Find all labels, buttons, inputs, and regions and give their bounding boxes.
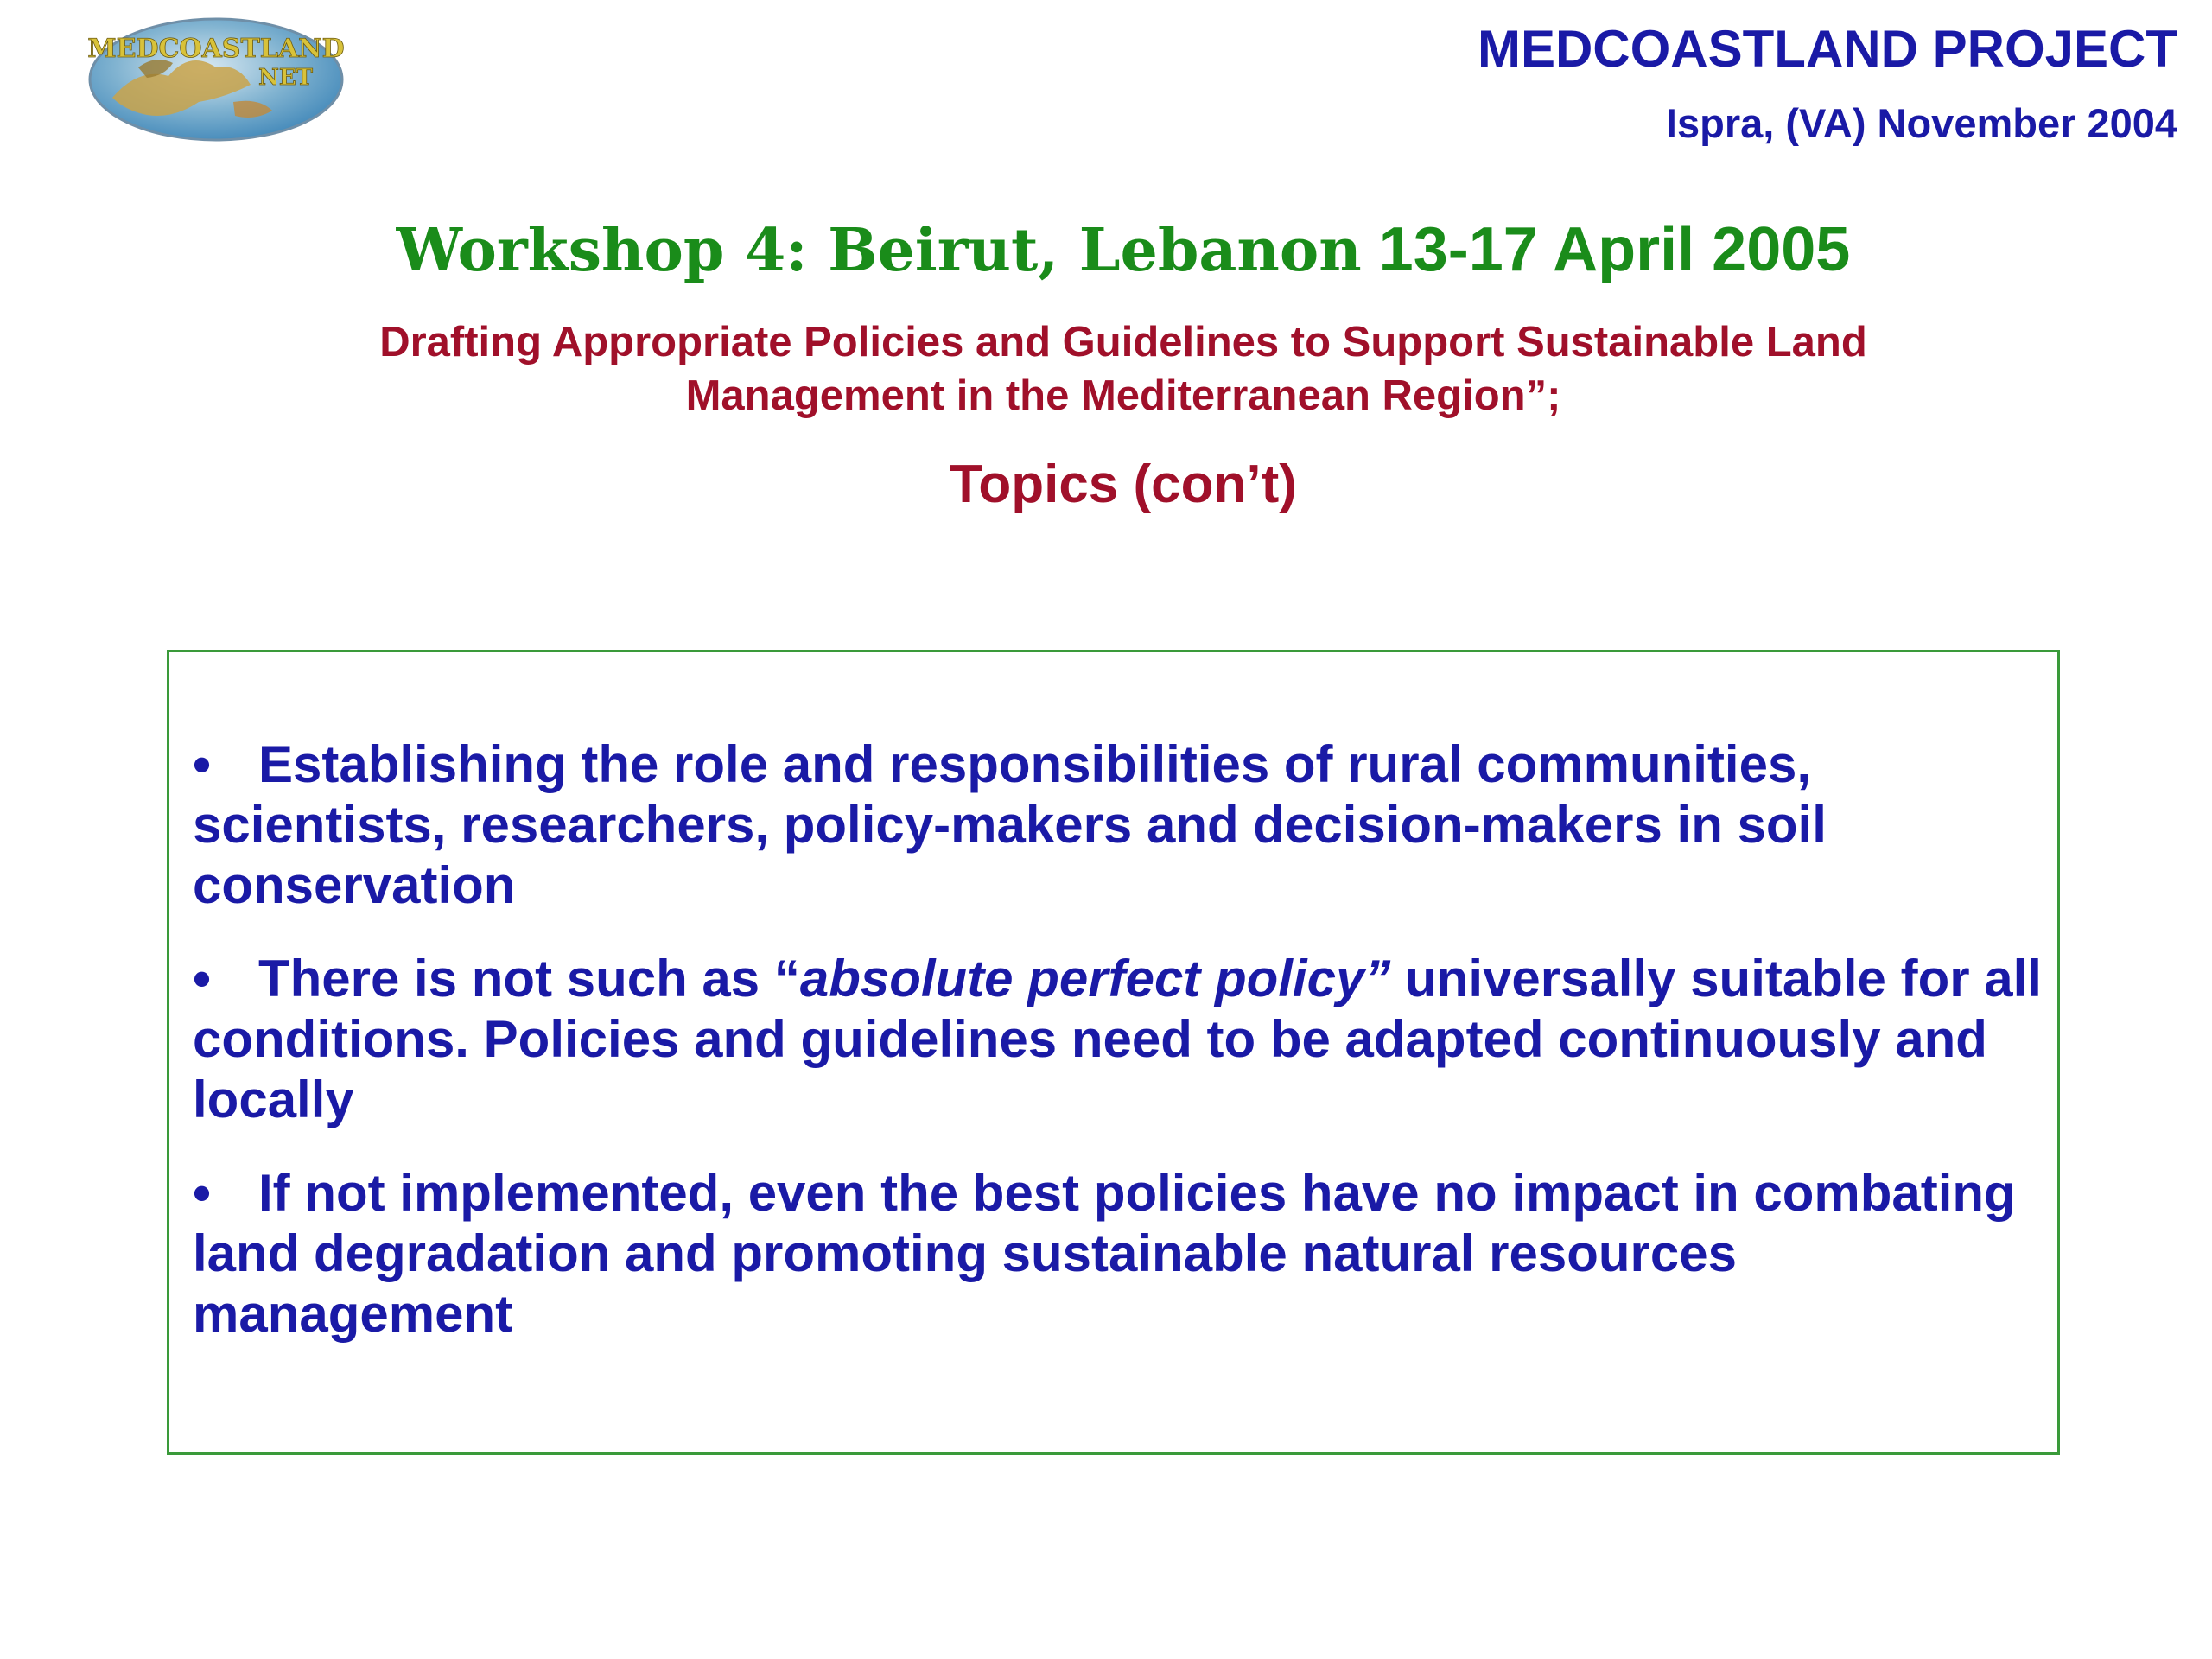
bullet-marker: • <box>193 1164 212 1222</box>
svg-text:MEDCOASTLAND: MEDCOASTLAND <box>87 34 345 64</box>
topics-heading: Topics (con’t) <box>950 454 1297 514</box>
bullet-text-emphasis: absolute perfect policy” <box>799 950 1391 1007</box>
bullet-item <box>193 734 2042 916</box>
workshop-title-dates: 13-17 April 2005 <box>1361 215 1851 284</box>
bullet-marker: • <box>193 950 212 1007</box>
project-location-date: Ispra, (VA) November 2004 <box>1665 100 2177 146</box>
workshop-subtitle <box>259 315 1987 423</box>
bullet-item <box>193 1163 2042 1344</box>
topics-box <box>167 650 2060 1455</box>
bullet-text-pre: There is not such as “ <box>258 950 800 1007</box>
subtitle-line-1: Drafting Appropriate Policies and Guidelines to Support Sustainable Land <box>379 319 1867 365</box>
medcoastland-net-logo <box>86 16 346 143</box>
workshop-title-prefix: Workshop 4: Beirut, Lebanon <box>396 216 1362 285</box>
bullet-text-post: universally suitable for all conditions. Policies and guidelines need to be adapted continuously and locally <box>193 950 2042 1128</box>
svg-text:NET: NET <box>258 65 313 91</box>
subtitle-line-2: Management in the Mediterranean Region”; <box>685 372 1561 419</box>
bullet-text: If not implemented, even the best policies have no impact in combating land degradation and promoting sustainable natural resources management <box>193 1164 2016 1343</box>
workshop-title <box>0 214 2212 285</box>
bullet-marker: • <box>193 735 212 793</box>
bullet-text: Establishing the role and responsibilities of rural communities, scientists, researchers, policy-makers and decision-makers in soil conservation <box>193 735 1827 914</box>
bullet-item <box>193 949 2042 1130</box>
project-title: MEDCOASTLAND PROJECT <box>1477 20 2177 78</box>
